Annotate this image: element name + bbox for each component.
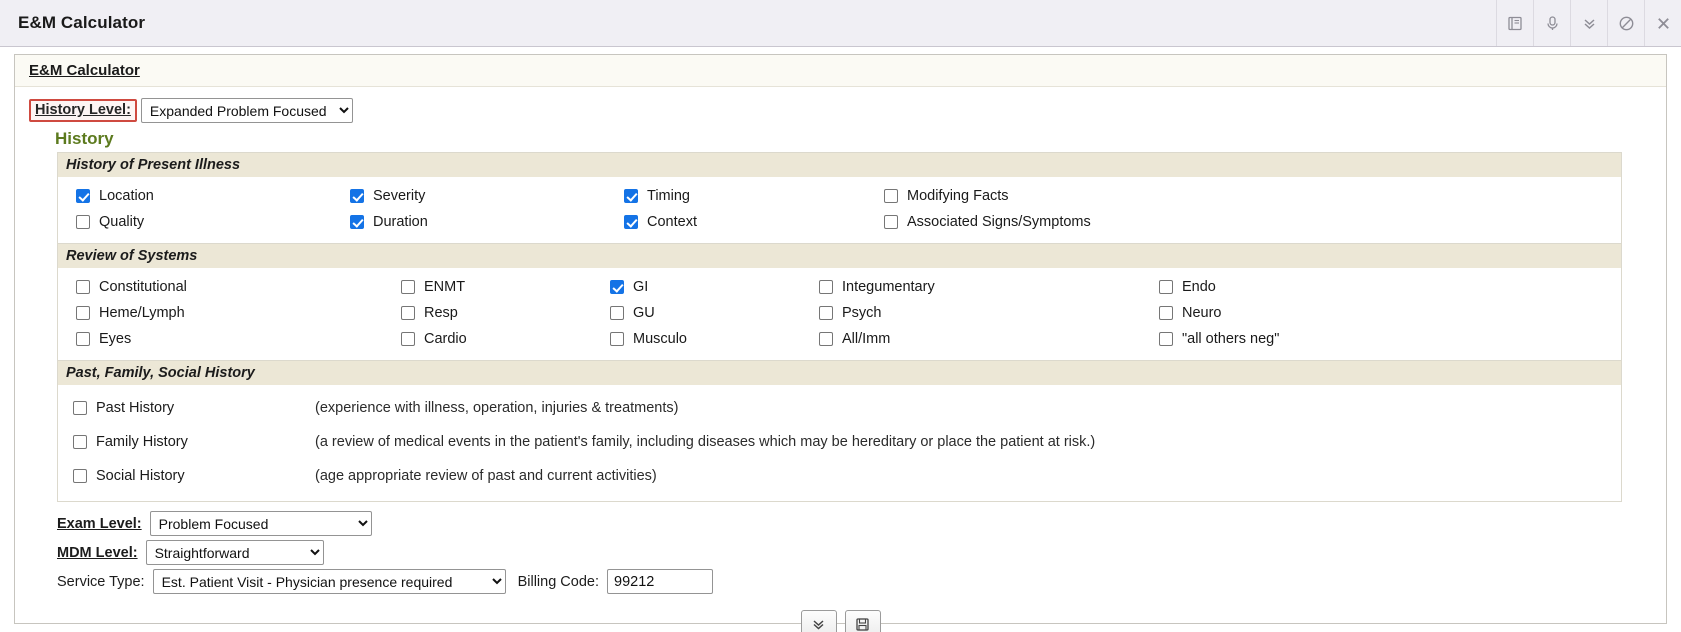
exam-level-label: Exam Level: [57,515,142,532]
history-level-select[interactable] [141,98,353,123]
pfsh-label: Social History [96,468,185,484]
panel-header-label: E&M Calculator [29,62,140,79]
checkbox-neuro[interactable] [1159,306,1173,320]
titlebar-icon-group [1496,0,1681,46]
ros-label: Constitutional [99,279,187,295]
save-button[interactable] [845,610,881,632]
ros-checkbox-grid [58,268,1621,360]
checkbox-all-others-neg[interactable] [1159,332,1173,346]
history-panel [57,152,1622,502]
service-type-row [57,569,1654,594]
checkbox-gu[interactable] [610,306,624,320]
ros-label: GU [633,305,655,321]
hpi-label: Quality [99,214,145,230]
ros-item-eyes[interactable] [58,326,383,352]
window-titlebar [0,0,1681,47]
block-icon[interactable] [1607,0,1644,46]
ros-item-integumentary[interactable] [801,274,1141,300]
checkbox-integumentary[interactable] [819,280,833,294]
pfsh-row-social-history [58,459,1621,493]
checkbox-social-history[interactable] [73,469,87,483]
hpi-item-associated-signs[interactable] [866,209,1621,235]
checkbox-location[interactable] [76,189,90,203]
mdm-level-row [57,540,1654,565]
ros-label: Endo [1182,279,1216,295]
service-type-select[interactable] [153,569,506,594]
hpi-label: Timing [647,188,690,204]
window-title: E&M Calculator [18,13,146,32]
ros-item-gi[interactable] [592,274,801,300]
expand-button[interactable] [801,610,837,632]
checkbox-duration[interactable] [350,215,364,229]
hpi-item-severity[interactable] [332,183,606,209]
ros-item-neuro[interactable] [1141,300,1621,326]
checkbox-severity[interactable] [350,189,364,203]
levels-section [57,511,1654,594]
checkbox-eyes[interactable] [76,332,90,346]
hpi-label: Duration [373,214,428,230]
pfsh-item-family-history[interactable] [58,429,315,455]
ros-item-all-others-neg[interactable] [1141,326,1621,352]
pfsh-description: (experience with illness, operation, injuries & treatments) [315,400,679,416]
checkbox-context[interactable] [624,215,638,229]
checkbox-associated-signs[interactable] [884,215,898,229]
checkbox-endo[interactable] [1159,280,1173,294]
pfsh-rows [58,385,1621,501]
history-level-row [29,98,1654,123]
hpi-band: History of Present Illness [58,153,1621,177]
ros-item-musculo[interactable] [592,326,801,352]
ros-label: Musculo [633,331,687,347]
history-level-label: History Level: [35,102,131,118]
pfsh-description: (age appropriate review of past and current activities) [315,468,657,484]
checkbox-all-imm[interactable] [819,332,833,346]
checkbox-constitutional[interactable] [76,280,90,294]
ros-item-gu[interactable] [592,300,801,326]
hpi-label: Severity [373,188,426,204]
history-level-highlight [29,99,137,122]
ros-label: Neuro [1182,305,1222,321]
hpi-label: Context [647,214,697,230]
ros-label: Integumentary [842,279,935,295]
checkbox-enmt[interactable] [401,280,415,294]
hpi-label: Associated Signs/Symptoms [907,214,1091,230]
ros-label: All/Imm [842,331,891,347]
hpi-item-context[interactable] [606,209,866,235]
ros-label: GI [633,279,649,295]
hpi-item-duration[interactable] [332,209,606,235]
hpi-checkbox-grid [58,177,1621,243]
checkbox-resp[interactable] [401,306,415,320]
ros-item-cardio[interactable] [383,326,592,352]
checkbox-timing[interactable] [624,189,638,203]
ros-label: "all others neg" [1182,331,1280,347]
checkbox-musculo[interactable] [610,332,624,346]
pfsh-label: Family History [96,434,188,450]
ros-item-enmt[interactable] [383,274,592,300]
checkbox-heme-lymph[interactable] [76,306,90,320]
billing-code-input[interactable] [607,569,713,594]
pfsh-row-past-history [58,391,1621,425]
pfsh-row-family-history [58,425,1621,459]
ros-label: Resp [424,305,458,321]
hpi-label: Location [99,188,154,204]
ros-label: Eyes [99,331,132,347]
billing-code-label: Billing Code: [517,573,600,590]
pfsh-item-social-history[interactable] [58,463,315,489]
ros-item-all-imm[interactable] [801,326,1141,352]
ros-item-resp[interactable] [383,300,592,326]
hpi-item-location[interactable] [58,183,332,209]
ros-label: ENMT [424,279,466,295]
pfsh-description: (a review of medical events in the patient's family, including diseases which may be hereditary or place the patient at risk.) [315,434,1096,450]
checkbox-family-history[interactable] [73,435,87,449]
ros-item-heme-lymph[interactable] [58,300,383,326]
checkbox-past-history[interactable] [73,401,87,415]
hpi-label: Modifying Facts [907,188,1009,204]
ros-label: Psych [842,305,882,321]
mdm-level-label: MDM Level: [57,544,138,561]
mdm-level-select[interactable] [146,540,324,565]
hpi-item-timing[interactable] [606,183,866,209]
service-type-label: Service Type: [57,573,145,590]
pfsh-item-past-history[interactable] [58,395,315,421]
ros-band: Review of Systems [58,243,1621,268]
exam-level-row [57,511,1654,536]
pfsh-band: Past, Family, Social History [58,360,1621,385]
checkbox-quality[interactable] [76,215,90,229]
footer-button-group [27,610,1654,632]
hpi-item-modifying-facts[interactable] [866,183,1621,209]
hpi-item-quality[interactable] [58,209,332,235]
chevron-double-down-icon[interactable] [1570,0,1607,46]
calculator-frame [14,54,1667,624]
panel-header [15,55,1666,87]
ros-item-constitutional[interactable] [58,274,383,300]
close-icon[interactable] [1644,0,1681,46]
ros-label: Heme/Lymph [99,305,185,321]
pfsh-label: Past History [96,400,175,416]
checkbox-psych[interactable] [819,306,833,320]
checkbox-modifying-facts[interactable] [884,189,898,203]
book-icon[interactable] [1496,0,1533,46]
ros-label: Cardio [424,331,467,347]
microphone-icon[interactable] [1533,0,1570,46]
history-section-title: History [55,129,114,148]
ros-item-endo[interactable] [1141,274,1621,300]
ros-item-psych[interactable] [801,300,1141,326]
panel-body [15,87,1666,632]
checkbox-gi[interactable] [610,280,624,294]
exam-level-select[interactable] [150,511,372,536]
checkbox-cardio[interactable] [401,332,415,346]
